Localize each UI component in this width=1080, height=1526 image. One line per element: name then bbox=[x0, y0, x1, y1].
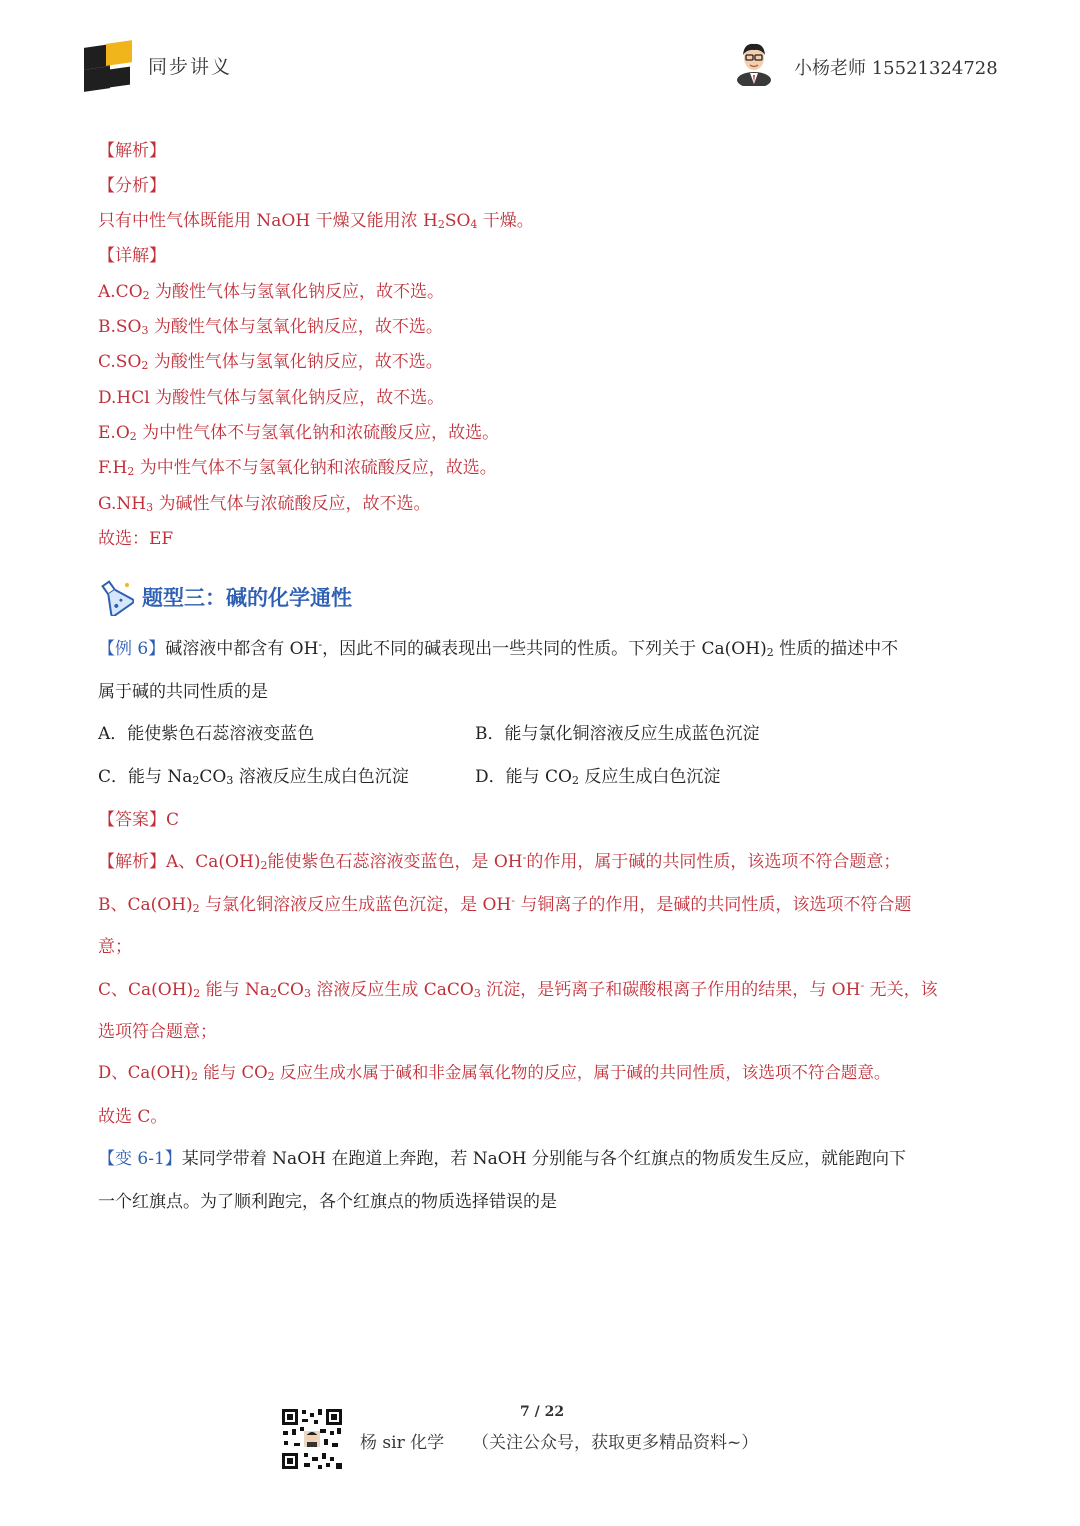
teacher-avatar-icon bbox=[734, 40, 774, 86]
analysis-answer: 故选：EF bbox=[98, 529, 174, 549]
example-jiexi-3b: 选项符合题意； bbox=[98, 1022, 217, 1042]
fenxi-label: 【分析】 bbox=[98, 176, 166, 196]
example-jiexi-1: 【解析】A、$Ca(OH)_2$能使紫色石蕊溶液变蓝色，是 OH-的作用，属于碱的共同性质，该选项不符合题意； bbox=[98, 851, 901, 872]
footer-note: （关注公众号，获取更多精品资料~） bbox=[472, 1433, 759, 1453]
header-title: 同步讲义 bbox=[148, 56, 233, 78]
detail-b: $B.SO_3$ 为酸性气体与氢氧化钠反应，故不选。 bbox=[98, 317, 443, 337]
example-jiexi-2: B、$Ca(OH)_2$ 与氯化铜溶液反应生成蓝色沉淀，是 OH- 与铜离子的作用，是碱的共同性质，该选项不符合题 bbox=[98, 894, 912, 915]
option-a: A．能使紫色石蕊溶液变蓝色 bbox=[98, 724, 315, 744]
detail-g: $G.NH_3$ 为碱性气体与浓硫酸反应，故不选。 bbox=[98, 494, 431, 514]
option-d: D．能与 $CO_2$ 反应生成白色沉淀 bbox=[475, 767, 721, 787]
option-b: B．能与氯化铜溶液反应生成蓝色沉淀 bbox=[475, 724, 760, 744]
variant-stem-line2: 一个红旗点。为了顺利跑完，各个红旗点的物质选择错误的是 bbox=[98, 1192, 557, 1212]
detail-c: $C.SO_2$ 为酸性气体与氢氧化钠反应，故不选。 bbox=[98, 352, 443, 372]
brand-logo bbox=[80, 42, 136, 90]
page-number: 7 / 22 bbox=[520, 1404, 565, 1420]
qr-code-icon bbox=[280, 1407, 344, 1471]
section-title: 题型三：碱的化学通性 bbox=[142, 586, 352, 610]
footer-brand: 杨 sir 化学 bbox=[360, 1433, 445, 1453]
example-stem-line2: 属于碱的共同性质的是 bbox=[98, 682, 268, 702]
example-jiexi-3: C、$Ca(OH)_2$ 能与 $Na_2CO_3$ 溶液反应生成 CaCO$_3$ 沉淀，是钙离子和碳酸根离子作用的结果，与 OH- 无关，该 bbox=[98, 979, 938, 1000]
variant-stem-line1: 【变 6-1】某同学带着 NaOH 在跑道上奔跑，若 NaOH 分别能与各个红旗点的物质发生反应，就能跑向下 bbox=[98, 1149, 906, 1169]
detail-f: $F.H_2$ 为中性气体不与氢氧化钠和浓硫酸反应，故选。 bbox=[98, 458, 497, 478]
example-answer: 【答案】C bbox=[98, 810, 180, 830]
example-jiexi-2b: 意； bbox=[98, 937, 132, 957]
fenxi-text: 只有中性气体既能用 NaOH 干燥又能用浓 $H_2SO_4$ 干燥。 bbox=[98, 211, 534, 231]
example-jiexi-5: 故选 C。 bbox=[98, 1107, 168, 1127]
flask-icon bbox=[96, 578, 134, 616]
example-stem-line1: 【例 6】碱溶液中都含有 OH-，因此不同的碱表现出一些共同的性质。下列关于 $Ca(OH)_2$ 性质的描述中不 bbox=[98, 638, 899, 659]
jiexi-label: 【解析】 bbox=[98, 141, 166, 161]
example-jiexi-4: D、$Ca(OH)_2$ 能与 $CO_2$ 反应生成水属于碱和非金属氧化物的反应，属于碱的共同性质，该选项不符合题意。 bbox=[98, 1063, 891, 1083]
detail-d: D.HCl 为酸性气体与氢氧化钠反应，故不选。 bbox=[98, 388, 445, 408]
option-c: C．能与 $Na_2CO_3$ 溶液反应生成白色沉淀 bbox=[98, 767, 409, 787]
xiangjie-label: 【详解】 bbox=[98, 246, 166, 266]
detail-a: $A.CO_2$ 为酸性气体与氢氧化钠反应，故不选。 bbox=[98, 282, 445, 302]
teacher-contact: 小杨老师 15521324728 bbox=[794, 58, 998, 79]
detail-e: $E.O_2$ 为中性气体不与氢氧化钠和浓硫酸反应，故选。 bbox=[98, 423, 500, 443]
